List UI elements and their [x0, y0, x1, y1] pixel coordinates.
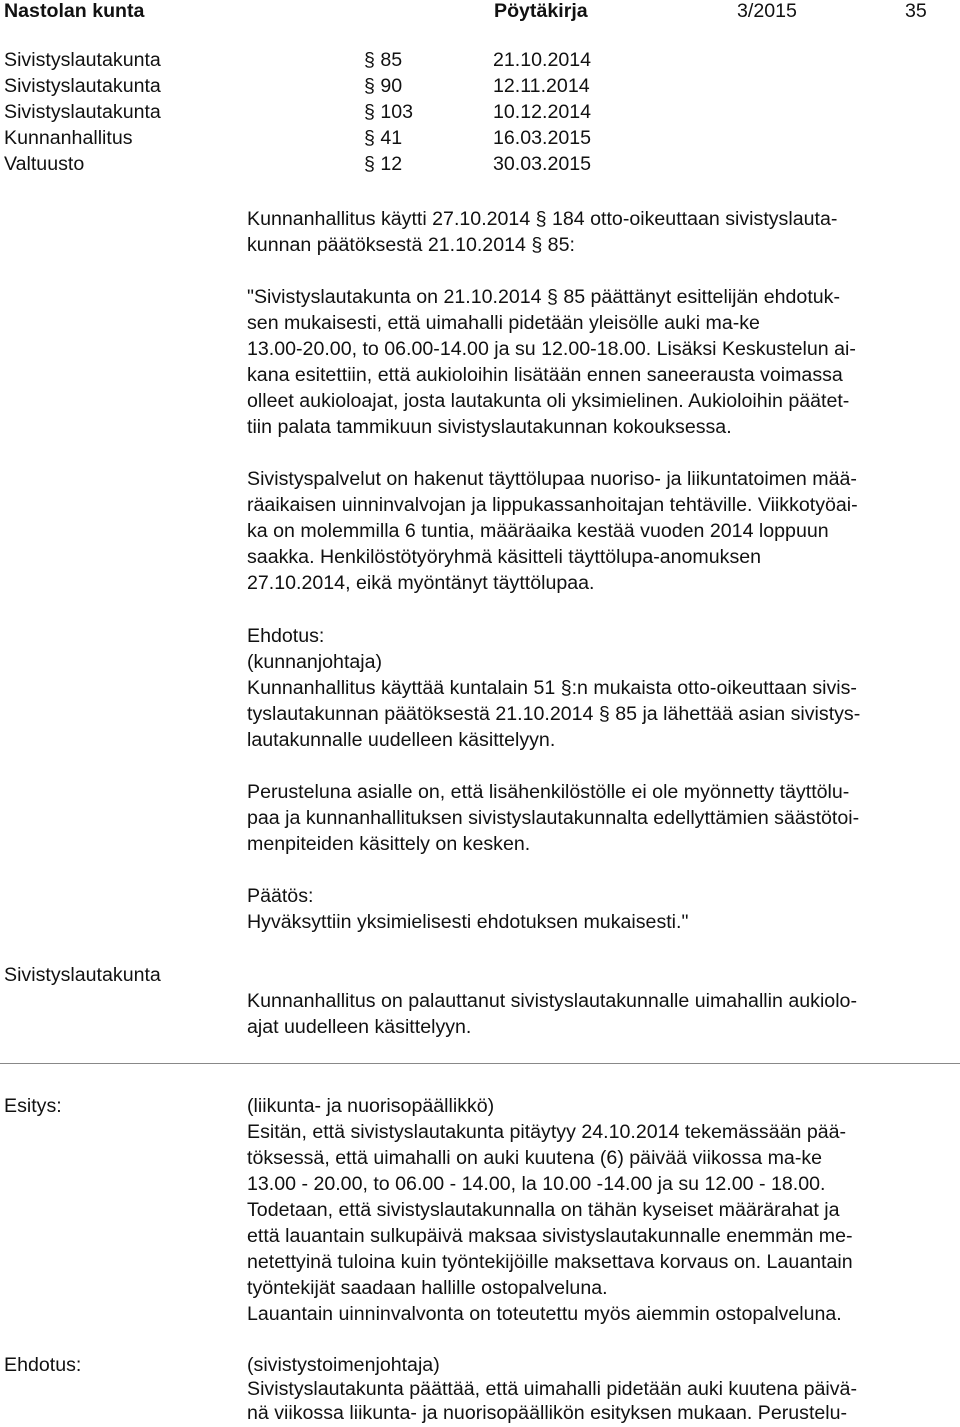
text-line: sen mukaisesti, että uimahalli pidetään yleisölle auki ma-ke — [247, 312, 760, 334]
text-line: Sivistyslautakunta päättää, että uimahalli pidetään auki kuutena päivä- — [247, 1378, 857, 1400]
text-line: Kunnanhallitus käyttää kuntalain 51 §:n mukaista otto-oikeuttaan sivis- — [247, 677, 857, 699]
document-type: Pöytäkirja — [494, 0, 588, 22]
text-line: olleet aukioloajat, josta lautakunta oli yksimielinen. Aukioloihin päätet- — [247, 390, 850, 412]
text-line: kana esitettiin, että aukioloihin lisätään ennen saneerausta voimassa — [247, 364, 843, 386]
text-line: paa ja kunnanhallituksen sivistyslautakunnalta edellyttämien säästötoi- — [247, 807, 860, 829]
text-line: Ehdotus: — [247, 625, 325, 647]
history-ref: § 12 — [364, 153, 403, 175]
history-body: Sivistyslautakunta — [4, 75, 161, 97]
page-number: 35 — [905, 0, 927, 22]
ehdotus-label: Ehdotus: — [4, 1354, 82, 1376]
history-ref: § 85 — [364, 49, 403, 71]
text-line: Päätös: — [247, 885, 314, 907]
text-line: menpiteiden käsittely on kesken. — [247, 833, 531, 855]
history-ref: § 90 — [364, 75, 403, 97]
history-date: 21.10.2014 — [493, 49, 592, 71]
text-line: (kunnanjohtaja) — [247, 651, 383, 673]
text-line: Todetaan, että sivistyslautakunnalla on tähän kyseiset määrärahat ja — [247, 1199, 840, 1221]
text-line: 27.10.2014, eikä myöntänyt täyttölupaa. — [247, 572, 595, 594]
text-line: ajat uudelleen käsittelyyn. — [247, 1016, 472, 1038]
text-line: Perusteluna asialle on, että lisähenkilöstölle ei ole myönnetty täyttölu- — [247, 781, 850, 803]
history-date: 10.12.2014 — [493, 101, 592, 123]
text-line: Esitän, että sivistyslautakunta pitäytyy 24.10.2014 tekemässään pää- — [247, 1121, 847, 1143]
text-line: (sivistystoimenjohtaja) — [247, 1354, 440, 1376]
esitys-label: Esitys: — [4, 1095, 62, 1117]
text-line: netettyinä tuloina kuin työntekijöille maksettava korvaus on. Lauantain — [247, 1251, 853, 1273]
history-date: 30.03.2015 — [493, 153, 592, 175]
history-date: 12.11.2014 — [493, 75, 590, 97]
section-divider — [0, 1063, 960, 1064]
text-line: Kunnanhallitus käytti 27.10.2014 § 184 otto-oikeuttaan sivistyslauta- — [247, 208, 838, 230]
text-line: Kunnanhallitus on palauttanut sivistyslautakunnalle uimahallin aukiolo- — [247, 990, 857, 1012]
text-line: töksessä, että uimahalli on auki kuutena (6) päivää viikossa ma-ke — [247, 1147, 823, 1169]
history-ref: § 41 — [364, 127, 403, 149]
document-number: 3/2015 — [737, 0, 797, 22]
text-line: työntekijät saadaan hallille ostopalveluna. — [247, 1277, 608, 1299]
text-line: Hyväksyttiin yksimielisesti ehdotuksen mukaisesti." — [247, 911, 689, 933]
section-label: Sivistyslautakunta — [4, 964, 161, 986]
text-line: lautakunnalle uudelleen käsittelyyn. — [247, 729, 556, 751]
text-line: tyslautakunnan päätöksestä 21.10.2014 § 85 ja lähettää asian sivistys- — [247, 703, 861, 725]
text-line: että lauantain sulkupäivä maksaa sivistyslautakunnalle enemmän me- — [247, 1225, 853, 1247]
text-line: "Sivistyslautakunta on 21.10.2014 § 85 päättänyt esittelijän ehdotuk- — [247, 286, 840, 308]
text-line: (liikunta- ja nuorisopäällikkö) — [247, 1095, 495, 1117]
text-line: räaikaisen uinninvalvojan ja lippukassanhoitajan tehtäville. Viikkotyöai- — [247, 494, 858, 516]
history-body: Sivistyslautakunta — [4, 49, 161, 71]
history-ref: § 103 — [364, 101, 414, 123]
history-body: Sivistyslautakunta — [4, 101, 161, 123]
text-line: 13.00 - 20.00, to 06.00 - 14.00, la 10.00 -14.00 ja su 12.00 - 18.00. — [247, 1173, 826, 1195]
text-line: nä viikossa liikunta- ja nuorisopäällikön esityksen mukaan. Perustelu- — [247, 1402, 848, 1424]
text-line: saakka. Henkilöstötyöryhmä käsitteli täyttölupa-anomuksen — [247, 546, 762, 568]
history-body: Kunnanhallitus — [4, 127, 133, 149]
municipality-name: Nastolan kunta — [4, 0, 145, 22]
text-line: kunnan päätöksestä 21.10.2014 § 85: — [247, 234, 575, 256]
text-line: Sivistyspalvelut on hakenut täyttölupaa nuoriso- ja liikuntatoimen mää- — [247, 468, 857, 490]
text-line: tiin palata tammikuun sivistyslautakunnan kokouksessa. — [247, 416, 732, 438]
text-line: ka on molemmilla 6 tuntia, määräaika kestää vuoden 2014 loppuun — [247, 520, 829, 542]
text-line: 13.00-20.00, to 06.00-14.00 ja su 12.00-18.00. Lisäksi Keskustelun ai- — [247, 338, 856, 360]
history-date: 16.03.2015 — [493, 127, 592, 149]
history-body: Valtuusto — [4, 153, 85, 175]
text-line: Lauantain uinninvalvonta on toteutettu myös aiemmin ostopalveluna. — [247, 1303, 842, 1325]
